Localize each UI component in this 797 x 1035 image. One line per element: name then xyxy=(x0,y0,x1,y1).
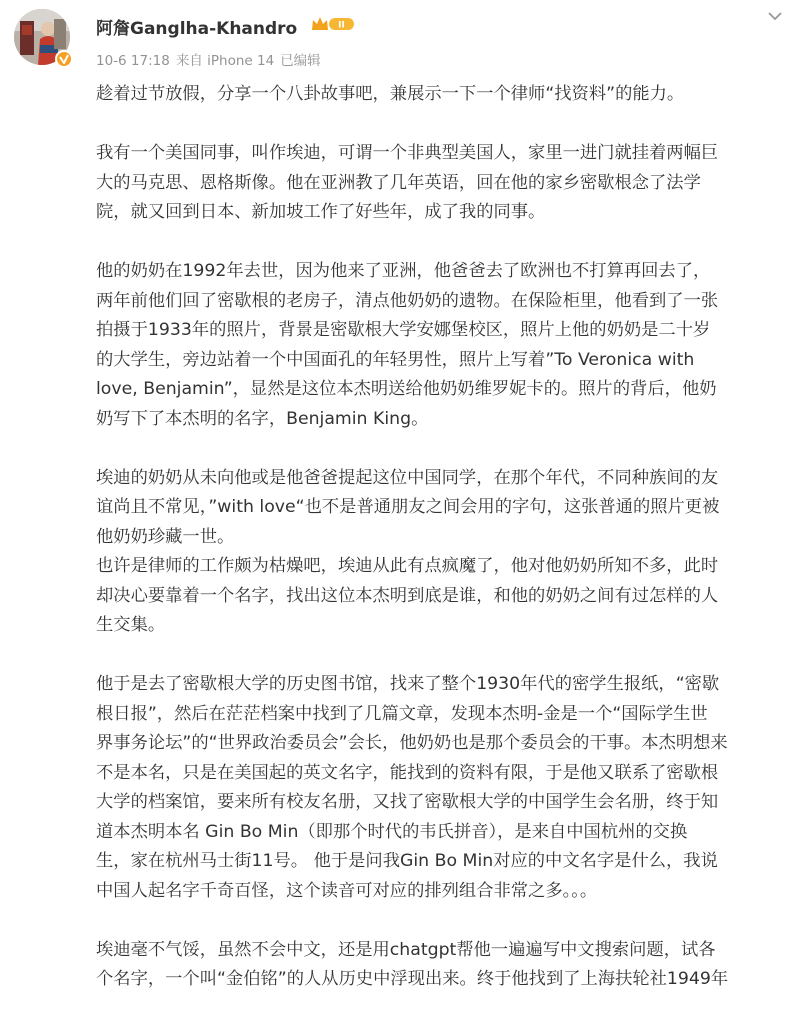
level-badge-text: II xyxy=(338,20,345,31)
post-source: 来自 iPhone 14 xyxy=(175,53,275,69)
crown-icon xyxy=(310,14,356,34)
level-badge[interactable] xyxy=(310,14,356,38)
more-menu-button[interactable] xyxy=(765,8,785,24)
verified-icon xyxy=(55,50,73,68)
author-name[interactable]: 阿詹Ganglha-Khandro xyxy=(96,19,298,39)
post-meta xyxy=(96,49,327,69)
chevron-down-icon xyxy=(765,8,785,24)
post-content xyxy=(96,80,786,995)
post-paragraph: 埃迪的奶奶从未向他或是他爸爸提起这位中国同学，在那个年代，不同种族间的友 谊尚且不常见，”with love“也不是普通朋友之间会用的字句，这张普通的照片更被 他奶奶珍藏一世。 也许是律师的工作颇为枯燥吧，埃迪从此有点疯魔了，他对他奶奶所知不多，此时 却决心要靠着一个名字，找出这位本杰明到底是谁，和他的奶奶之间有过怎样的人 生交集。 xyxy=(96,467,720,635)
post-paragraph: 趁着过节放假，分享一个八卦故事吧，兼展示一下一个律师“找资料”的能力。 xyxy=(96,84,685,104)
post-date[interactable]: 10-6 17:18 xyxy=(96,53,170,69)
post-paragraph: 他的奶奶在1992年去世，因为他来了亚洲，他爸爸去了欧洲也不打算再回去了， 两年前他们回了密歇根的老房子，清点他奶奶的遗物。在保险柜里，他看到了一张 拍摄于1933年的照片，背景是密歇根大学安娜堡校区，照片上他的奶奶是二十岁 的大学生，旁边站着一个中国面孔的年轻男性，照片上写着”To Veronica with love, Benjamin”，显然是这位本杰明送给他奶奶维罗妮卡的。照片的背后，他奶 奶写下了本杰明的名字，Benjamin King。 xyxy=(96,261,719,429)
post-paragraph: 他于是去了密歇根大学的历史图书馆，找来了整个1930年代的密学生报纸，“密歇 根日报”，然后在茫茫档案中找到了几篇文章，发现本杰明-金是一个“国际学生世 界事务论坛”的“世界政治委员会”会长，他奶奶也是那个委员会的干事。本杰明想来 不是本名，只是在美国起的英文名字，能找到的资料有限，于是他又联系了密歇根 大学的档案馆，要来所有校友名册，又找了密歇根大学的中国学生会名册，终于知 道本杰明本名 Gin Bo Min（即那个时代的韦氏拼音），是来自中国杭州的交换 生，家在杭州马士街11号。 他于是问我Gin Bo Min对应的中文名字是什么，我说 中国人起名字千奇百怪，这个读音可对应的排列组合非常之多。。。 xyxy=(96,674,728,901)
edited-label[interactable]: 已编辑 xyxy=(280,53,321,69)
post-paragraph: 我有一个美国同事，叫作埃迪，可谓一个非典型美国人，家里一进门就挂着两幅巨 大的马克思、恩格斯像。他在亚洲教了几年英语，回在他的家乡密歇根念了法学 院，就又回到日本、新加坡工作了好些年，成了我的同事。 xyxy=(96,143,719,222)
post-header xyxy=(0,0,797,76)
post-paragraph: 埃迪毫不气馁，虽然不会中文，还是用chatgpt帮他一遍遍写中文搜索问题，试各 个名字，一个叫“金伯铭”的人从历史中浮现出来。终于他找到了上海扶轮社1949年 xyxy=(96,939,729,989)
